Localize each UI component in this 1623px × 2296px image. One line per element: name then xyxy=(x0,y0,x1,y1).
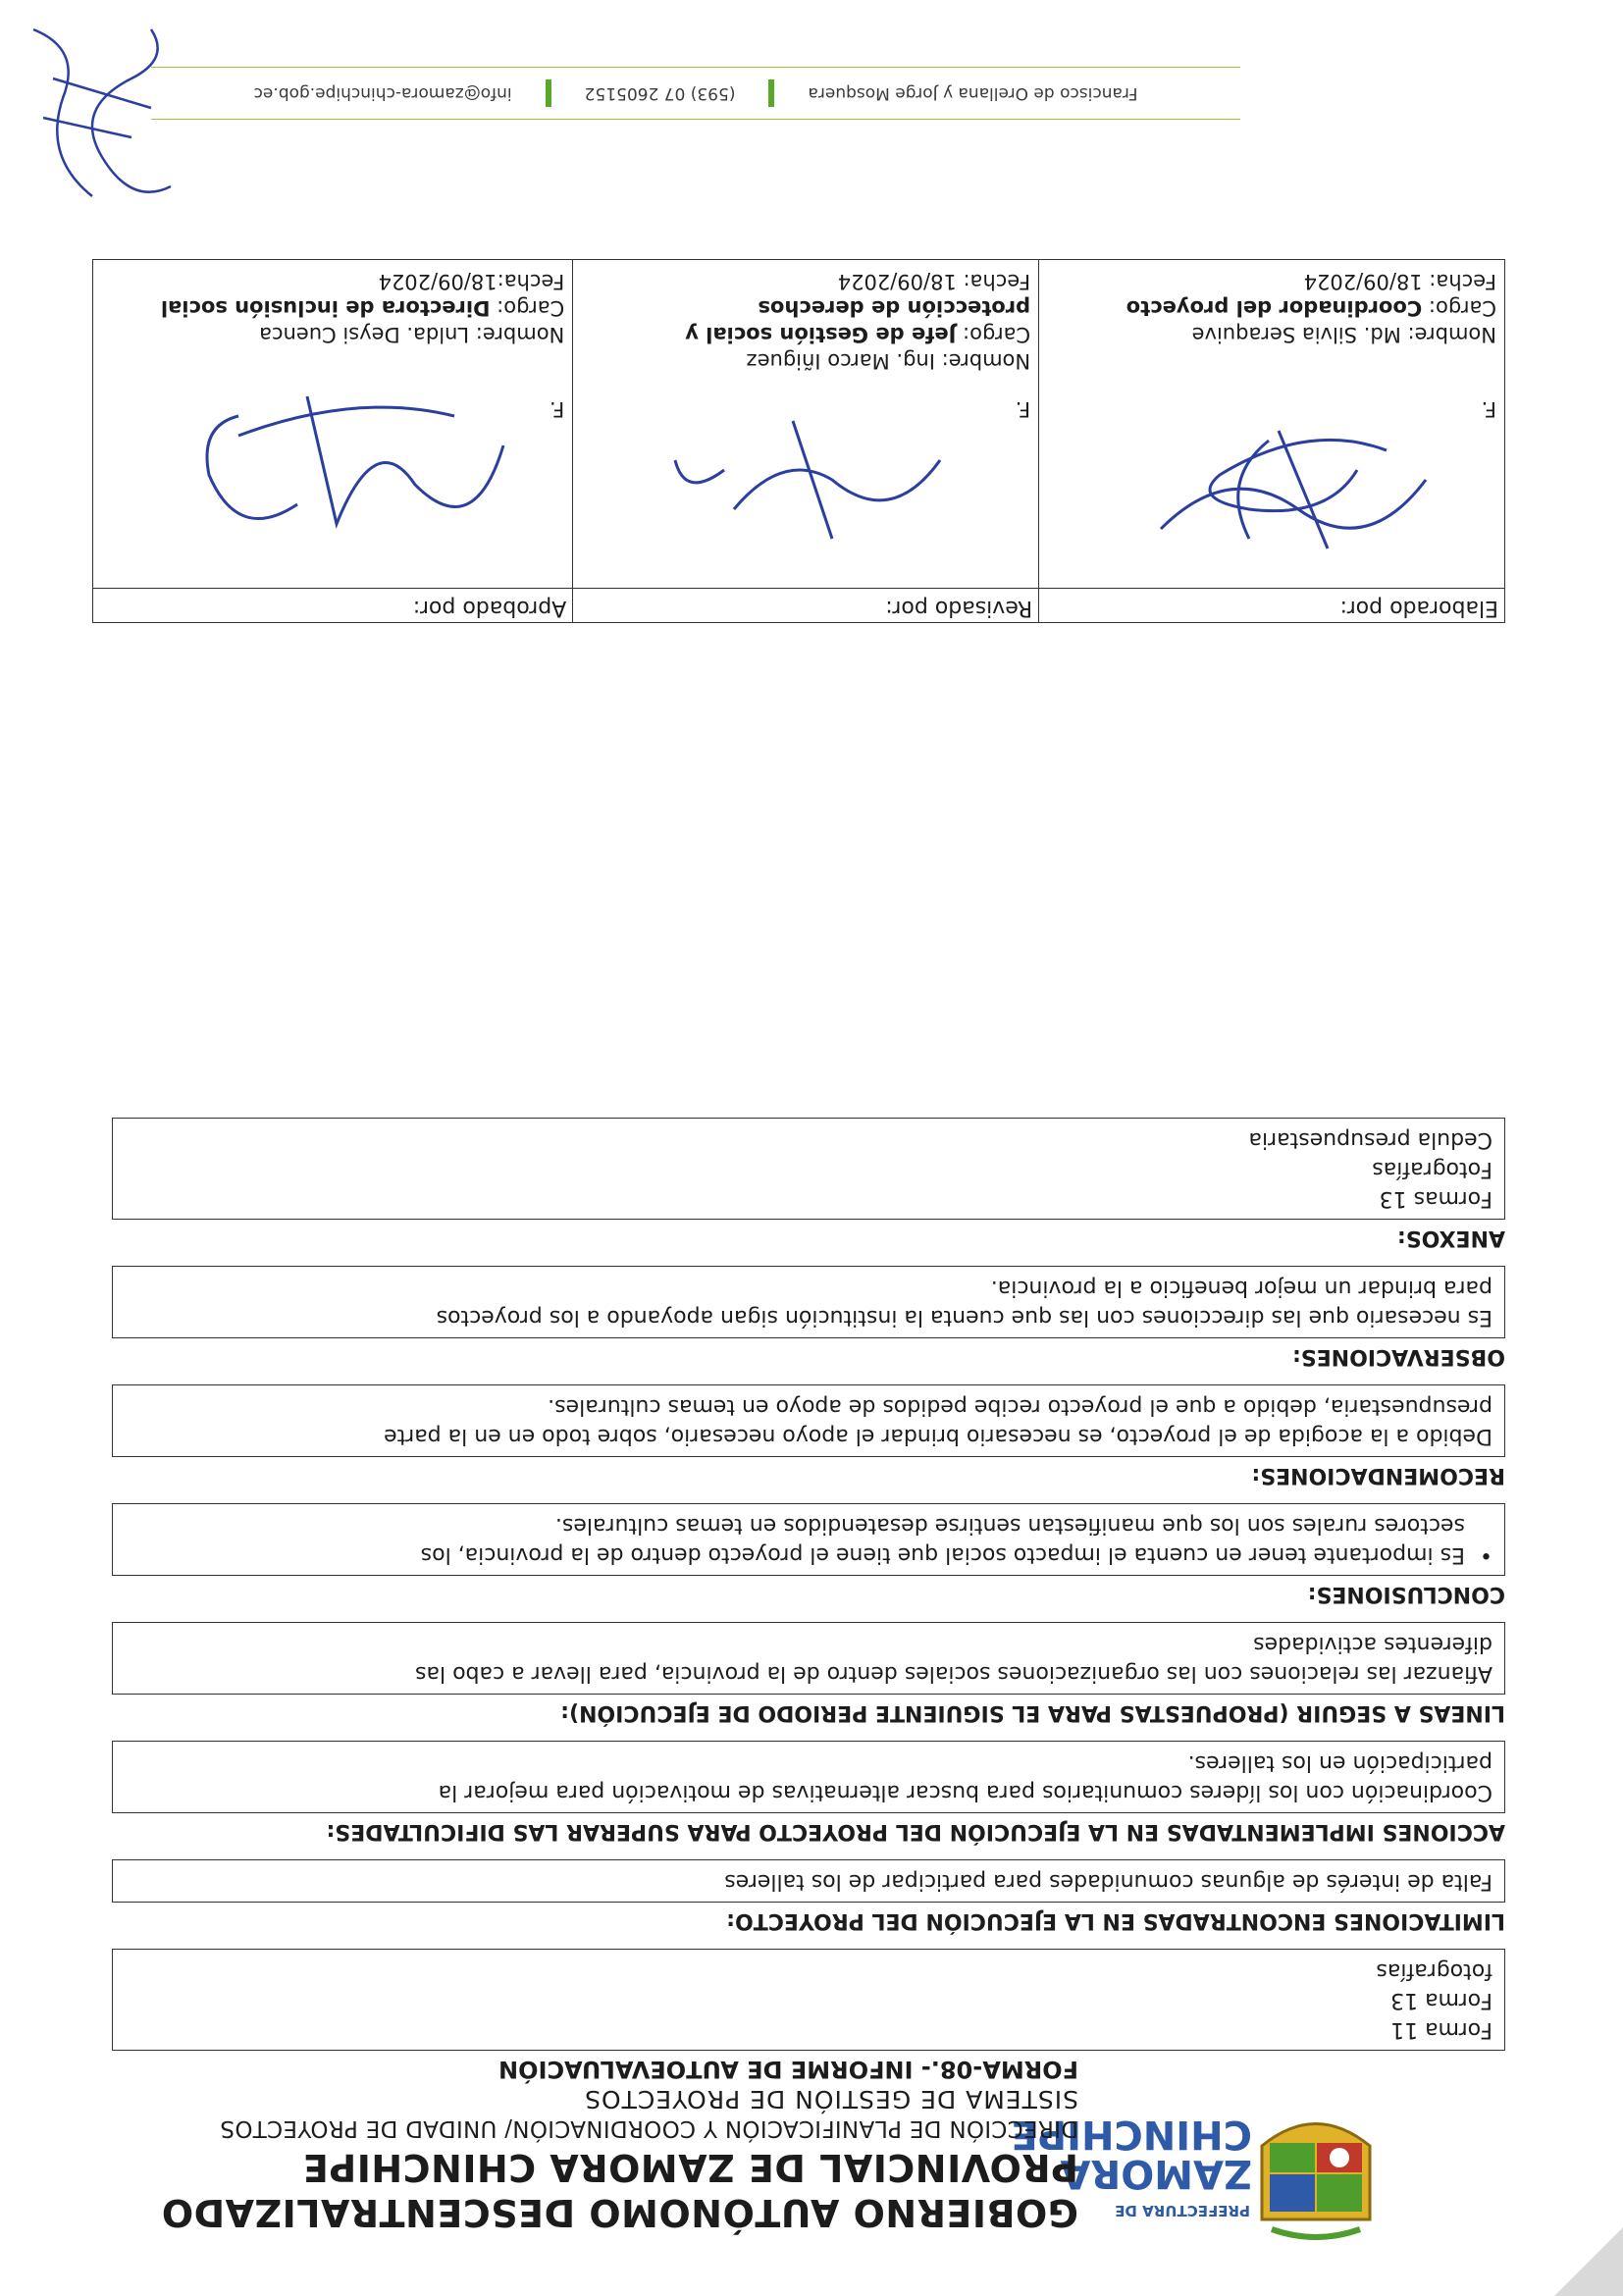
revisado-fecha: Fecha: 18/09/2024 xyxy=(837,270,1031,293)
revisado-nombre: Nombre: Ing. Marco Iñiguez xyxy=(746,349,1031,373)
acciones-title: ACCIONES IMPLEMENTADAS EN LA EJECUCIÓN DEL PROYECTO PARA SUPERAR LAS DIFICULTADES: xyxy=(326,1819,1505,1844)
logo-line1: ZAMORA xyxy=(1060,2151,1252,2196)
recomendaciones-title: RECOMENDACIONES: xyxy=(1251,1463,1505,1487)
handwritten-annotation xyxy=(4,10,190,216)
anexos-line: Fotografías xyxy=(1372,1157,1492,1181)
elaborado-nombre: Nombre: Md. Silvia Seraquive xyxy=(1191,323,1496,346)
page-footer xyxy=(151,67,1240,120)
anexos-line: Formas 13 xyxy=(1379,1186,1492,1211)
recomendaciones-text-line: Debido a la acogida de el proyecto, es necesario brindar el apoyo necesario, sobre todo en en la parte xyxy=(384,1424,1492,1448)
conclusiones-text-line: sectores rurales son los que manifiestan sentirse desatendidos en temas culturales. xyxy=(554,1513,1465,1538)
signature-scribble-elaborado xyxy=(1131,421,1445,568)
anexos-line: Cedula presupuestaria xyxy=(1248,1127,1492,1152)
elaborado-cargo: Coordinador del proyecto xyxy=(1126,296,1423,320)
revisado-cell xyxy=(573,260,1039,589)
footer-address: Francisco de Orellana y Jorge Mosquera xyxy=(808,83,1138,103)
aprobado-f: F. xyxy=(549,397,565,421)
title-line1: GOBIERNO AUTÓNOMO DESCENTRALIZADO xyxy=(161,2191,1078,2234)
footer-email: info@zamora-chinchipe.gob.ec xyxy=(253,83,512,103)
recomendaciones-text-line: presupuestaria, debido a que el proyecto recibe pedidos de apoyo en temas culturales. xyxy=(548,1394,1492,1419)
signature-table xyxy=(92,259,1505,623)
intro-box xyxy=(112,1949,1505,2051)
conclusiones-bullet-item xyxy=(125,1510,1492,1569)
direccion-line: DIRECCIÓN DE PLANIFICACIÓN Y COORDINACIÓN/ UNIDAD DE PROYECTOS xyxy=(220,2115,1078,2141)
acciones-box xyxy=(112,1741,1505,1813)
footer-separator xyxy=(768,79,774,107)
sistema-line: SISTEMA DE GESTIÓN DE PROYECTOS xyxy=(584,2085,1078,2113)
conclusiones-title: CONCLUSIONES: xyxy=(1307,1582,1505,1606)
observaciones-box xyxy=(112,1266,1505,1338)
limitaciones-box xyxy=(112,1859,1505,1903)
aprobado-header: Aprobado por: xyxy=(93,589,573,623)
intro-line: Forma 11 xyxy=(1390,2017,1492,2042)
aprobado-cell xyxy=(93,260,573,589)
conclusiones-text-line: Es importante tener en cuenta el impacto social que tiene el proyecto dentro de la provincia, los xyxy=(420,1542,1465,1567)
elaborado-cell xyxy=(1039,260,1505,589)
limitaciones-title: LIMITACIONES ENCONTRADAS EN LA EJECUCIÓN DEL PROYECTO: xyxy=(726,1908,1505,1933)
lineas-text-line: Afianzar las relaciones con las organizaciones sociales dentro de la provincia, para llevar a cabo las xyxy=(415,1661,1492,1686)
elaborado-f: F. xyxy=(1481,397,1496,421)
anexos-title: ANEXOS: xyxy=(1397,1226,1505,1250)
folded-corner xyxy=(1554,2227,1623,2296)
logo-top-text: PREFECTURA DE xyxy=(1115,2202,1250,2219)
observaciones-text-line: para brindar un mejor beneficio a la provincia. xyxy=(990,1276,1492,1300)
signature-scribble-revisado xyxy=(665,421,979,568)
footer-phone: (593) 07 2605152 xyxy=(584,83,736,103)
revisado-cargo-line1: Jefe de Gestión social y xyxy=(685,323,957,346)
observaciones-text-line: Es necesario que las direcciones con las que cuenta la institución sigan apoyando a los proyectos xyxy=(436,1305,1492,1330)
aprobado-cargo: Directora de inclusión social xyxy=(160,296,491,320)
logo-line2: CHINCHIPE xyxy=(1011,2112,1252,2157)
aprobado-fecha: Fecha:18/09/2024 xyxy=(378,270,565,293)
footer-separator xyxy=(546,79,551,107)
intro-line: Forma 13 xyxy=(1390,1988,1492,2012)
document-header xyxy=(97,2056,1078,2235)
lineas-title: LINEAS A SEGUIR (PROPUESTAS PARA EL SIGUIENTE PERIODO DE EJECUCIÓN): xyxy=(560,1700,1505,1725)
elaborado-fecha: Fecha: 18/09/2024 xyxy=(1303,270,1496,293)
elaborado-cargo-label: Cargo: xyxy=(1428,296,1496,320)
forma-title: FORMA-08.- INFORME DE AUTOEVALUACIÓN xyxy=(498,2056,1078,2083)
limitaciones-text: Falta de interés de algunas comunidades para participar de los talleres xyxy=(724,1869,1492,1894)
aprobado-nombre: Nombre: Lnlda. Deysi Cuenca xyxy=(259,323,565,346)
acciones-text-line: Coordinación con los líderes comunitarios para buscar alternativas de motivación para mejorar la xyxy=(438,1780,1492,1804)
observaciones-title: OBSERVACIONES: xyxy=(1292,1344,1505,1369)
intro-line: fotografías xyxy=(1376,1958,1492,1983)
anexos-box xyxy=(112,1118,1505,1220)
recomendaciones-box xyxy=(112,1384,1505,1457)
revisado-header: Revisado por: xyxy=(573,589,1039,623)
conclusiones-box xyxy=(112,1503,1505,1576)
title-line2: PROVINCIAL DE ZAMORA CHINCHIPE xyxy=(302,2146,1078,2189)
aprobado-cargo-label: Cargo: xyxy=(497,296,565,320)
lineas-text-line: diferentes actividades xyxy=(1253,1632,1492,1656)
lineas-box xyxy=(112,1622,1505,1695)
prefectura-logo xyxy=(1011,2092,1380,2239)
elaborado-header: Elaborado por: xyxy=(1039,589,1505,623)
report-body xyxy=(112,1106,1505,2051)
acciones-text-line: participación en los talleres. xyxy=(1187,1750,1492,1775)
revisado-cargo-label: Cargo: xyxy=(963,323,1031,346)
revisado-cargo-line2: protección de derechos xyxy=(758,296,1031,320)
bullet-icon: • xyxy=(1480,1542,1492,1567)
signature-scribble-aprobado xyxy=(180,377,533,563)
revisado-f: F. xyxy=(1015,397,1031,421)
